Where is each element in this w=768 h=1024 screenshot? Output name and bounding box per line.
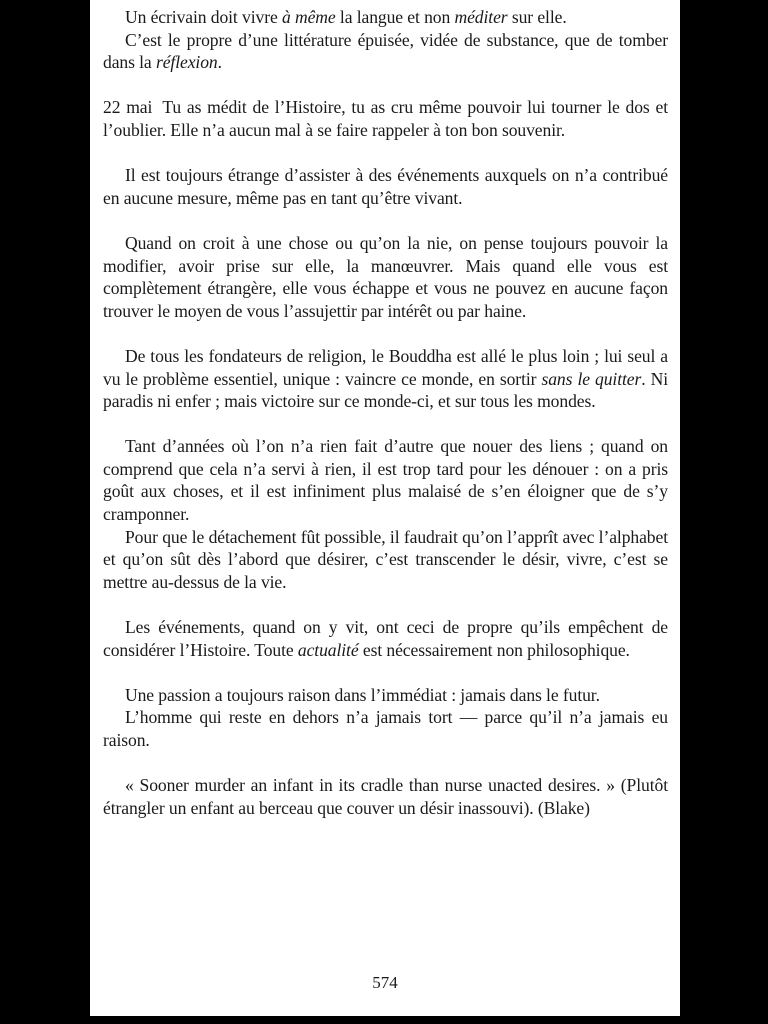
- italic-segment: actualité: [297, 639, 359, 660]
- paragraph-gap: [103, 322, 668, 345]
- paragraph-3: [103, 96, 668, 141]
- page-body: [103, 6, 668, 819]
- paragraph-5: [103, 232, 668, 322]
- page-number: 574: [372, 973, 398, 992]
- text-segment: la langue et non: [335, 7, 455, 27]
- text-segment: Il est toujours étrange d’assister à des événements auxquels on n’a contribué en aucune mesure, même pas en tant qu’être vivant.: [103, 165, 668, 208]
- paragraph-1: [103, 6, 668, 29]
- text-segment: .: [217, 52, 222, 73]
- paragraph-8: [103, 526, 668, 594]
- paragraph-gap: [103, 752, 668, 775]
- paragraph-4: [103, 164, 668, 209]
- paragraph-9: [103, 616, 668, 661]
- paragraph-2: [103, 29, 668, 74]
- paragraph-gap: [103, 142, 668, 165]
- text-segment: Tu as médit de l’Histoire, tu as cru même pouvoir lui tourner le dos et l’oublier. Elle n’a aucun mal à se faire rappeler à ton bon souvenir.: [103, 97, 668, 140]
- paragraph-gap: [103, 74, 668, 97]
- italic-segment: à même: [281, 7, 336, 27]
- text-segment: Une passion a toujours raison dans l’immédiat : jamais dans le futur.: [125, 684, 600, 705]
- text-segment: Un écrivain doit vivre: [125, 7, 282, 27]
- paragraph-12: [103, 774, 668, 819]
- text-segment: Quand on croit à une chose ou qu’on la nie, on pense toujours pouvoir la modifier, avoir prise sur elle, la manœuvrer. Mais quand elle vous est complètement étrangère, elle vous échappe et vous ne pouvez en aucune façon trouver le moyen de vous l’assujettir par intérêt ou par haine.: [103, 232, 668, 321]
- paragraph-6: [103, 345, 668, 413]
- italic-segment: sans le quitter: [541, 368, 642, 389]
- text-segment: est nécessairement non philosophique.: [358, 639, 630, 660]
- text-segment: L’homme qui reste en dehors n’a jamais tort — parce qu’il n’a jamais eu raison.: [103, 707, 668, 750]
- paragraph-gap: [103, 413, 668, 436]
- paragraph-10: [103, 684, 668, 707]
- text-segment: sur elle.: [507, 7, 567, 27]
- italic-segment: méditer: [454, 7, 508, 27]
- book-page: [90, 0, 680, 1016]
- text-segment: . Ni paradis ni enfer ; mais victoire sur ce monde-ci, et sur tous les mondes.: [103, 368, 668, 412]
- text-segment: « Sooner murder an infant in its cradle than nurse unacted desires. » (Plutôt étrangler un enfant au berceau que couver un désir inassouvi). (Blake): [103, 775, 668, 818]
- text-segment: De tous les fondateurs de religion, le Bouddha est allé le plus loin ; lui seul a vu le problème essentiel, unique : vaincre ce monde, en sortir: [103, 345, 668, 389]
- entry-date: 22 mai: [103, 97, 153, 118]
- screen-border: [90, 1016, 680, 1024]
- paragraph-11: [103, 706, 668, 751]
- paragraph-gap: [103, 593, 668, 616]
- italic-segment: réflexion: [155, 52, 218, 73]
- text-segment: Pour que le détachement fût possible, il faudrait qu’on l’apprît avec l’alphabet et qu’on sût dès l’abord que désirer, c’est transcender le désir, vivre, c’est se mettre au-dessus de la vie.: [103, 526, 668, 592]
- paragraph-7: [103, 435, 668, 525]
- text-segment: Tant d’années où l’on n’a rien fait d’autre que nouer des liens ; quand on comprend que cela n’a servi à rien, il est trop tard pour les dénouer : on a pris goût aux choses, et il est infiniment plus malaisé de s’en éloigner que de s’y cramponner.: [103, 436, 668, 525]
- paragraph-gap: [103, 661, 668, 684]
- text-segment: Les événements, quand on y vit, ont ceci de propre qu’ils empêchent de considérer l’Histoire. Toute: [103, 617, 668, 660]
- paragraph-gap: [103, 209, 668, 232]
- text-segment: C’est le propre d’une littérature épuisée, vidée de substance, que de tomber dans la: [103, 29, 668, 73]
